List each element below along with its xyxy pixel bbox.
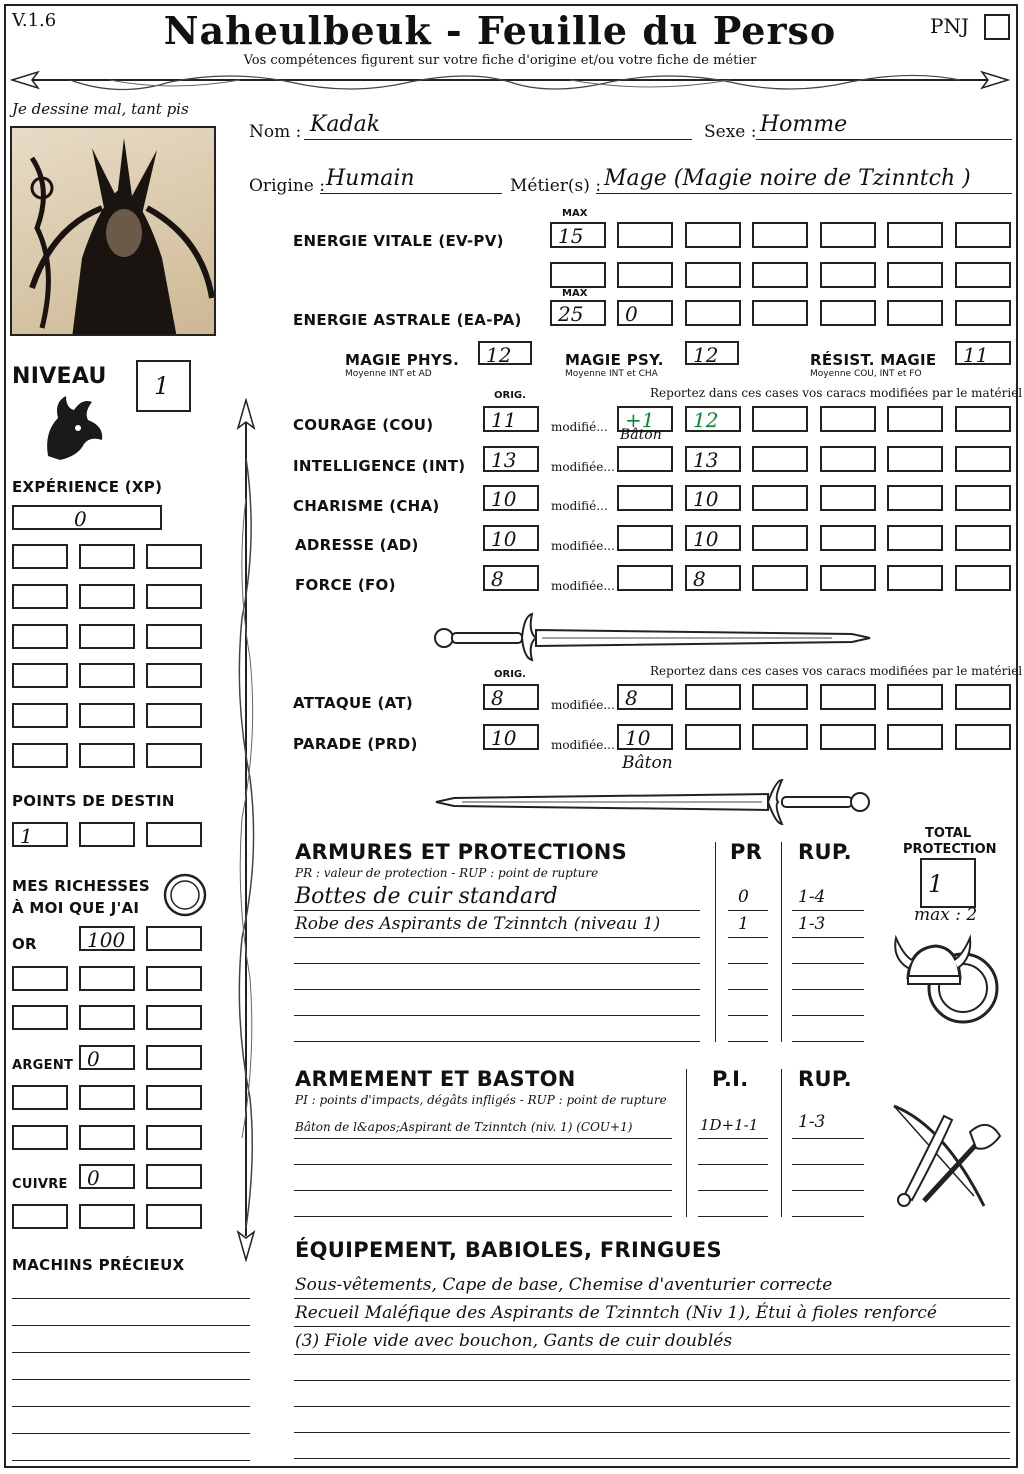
cuivre-box[interactable] xyxy=(12,1204,68,1229)
resist-magie-label: RÉSIST. MAGIE xyxy=(810,351,937,369)
cou-label: COURAGE (COU) xyxy=(293,416,434,434)
arme-line xyxy=(698,1216,768,1217)
fo-orig-box[interactable]: 8 xyxy=(483,565,539,591)
at-final-box[interactable]: 8 xyxy=(617,684,673,710)
richesses-label: À MOI QUE J'AI xyxy=(12,899,140,917)
prd-box[interactable] xyxy=(752,724,808,750)
argent-box[interactable] xyxy=(12,1085,68,1110)
prd-box[interactable] xyxy=(887,724,943,750)
arme-line xyxy=(294,1138,672,1139)
nom-label: Nom : xyxy=(249,122,302,142)
ad-box[interactable] xyxy=(955,525,1011,551)
armure-line xyxy=(792,963,864,964)
fo-box[interactable] xyxy=(752,565,808,591)
resist-magie-box[interactable]: 11 xyxy=(955,341,1011,365)
arme-line xyxy=(698,1138,768,1139)
magie-psy-label: MAGIE PSY. xyxy=(565,351,664,369)
argent-box[interactable] xyxy=(12,1125,68,1150)
ev-box[interactable] xyxy=(887,222,943,248)
portrait-caption: Je dessine mal, tant pis xyxy=(12,100,189,118)
cuivre-label: CUIVRE xyxy=(12,1177,68,1192)
magie-psy-note: Moyenne INT et CHA xyxy=(565,369,658,379)
xp-box[interactable]: 0 xyxy=(12,505,162,530)
caracs-report-note: Reportez dans ces cases vos caracs modifiées par le matériel xyxy=(650,386,1023,400)
magie-phys-label: MAGIE PHYS. xyxy=(345,351,460,369)
origine-underline xyxy=(320,193,502,194)
ev-box[interactable] xyxy=(752,222,808,248)
ad-orig-box[interactable]: 10 xyxy=(483,525,539,551)
dragon-head-icon xyxy=(40,392,106,464)
cou-box[interactable] xyxy=(752,406,808,432)
sword-icon xyxy=(432,612,872,662)
xp-tally-box[interactable] xyxy=(79,743,135,768)
or-box[interactable] xyxy=(12,1005,68,1030)
protection-label: PROTECTION xyxy=(903,842,997,857)
ea-max-box[interactable]: 25 xyxy=(550,300,606,326)
xp-tally-box[interactable] xyxy=(146,663,202,688)
cha-mod-box[interactable] xyxy=(617,485,673,511)
ad-mod-box[interactable] xyxy=(617,525,673,551)
armure-line xyxy=(294,1015,700,1016)
argent-box[interactable] xyxy=(79,1125,135,1150)
ad-final-box[interactable]: 10 xyxy=(685,525,741,551)
argent-box[interactable] xyxy=(146,1085,202,1110)
armures-divider xyxy=(715,842,716,1042)
cuivre-box[interactable] xyxy=(146,1164,202,1189)
armement-pi-header: P.I. xyxy=(712,1067,749,1091)
magie-phys-note: Moyenne INT et AD xyxy=(345,369,432,379)
prd-box[interactable] xyxy=(955,724,1011,750)
version-label: V.1.6 xyxy=(12,10,57,31)
ev-box[interactable] xyxy=(752,262,808,288)
armure-line xyxy=(294,1041,700,1042)
or-box[interactable]: 100 xyxy=(79,926,135,951)
fo-modifiee-label: modifiée... xyxy=(551,579,615,593)
orig-label: ORIG. xyxy=(494,390,526,401)
armure-line xyxy=(294,910,700,911)
or-box[interactable] xyxy=(79,1005,135,1030)
machins-line xyxy=(12,1298,250,1299)
armures-note: PR : valeur de protection - RUP : point de rupture xyxy=(295,866,599,880)
cuivre-box[interactable] xyxy=(79,1204,135,1229)
armures-pr-header: PR xyxy=(730,840,763,864)
equipement-underline xyxy=(294,1298,1010,1299)
machins-line xyxy=(12,1433,250,1434)
vertical-spear-icon xyxy=(226,398,266,1262)
arme-rup[interactable]: 1-3 xyxy=(798,1112,826,1132)
pnj-label: PNJ xyxy=(930,14,969,38)
dark-mage-portrait-icon xyxy=(12,128,216,336)
xp-tally-box[interactable] xyxy=(146,743,202,768)
armement-title: ARMEMENT ET BASTON xyxy=(295,1067,576,1091)
ea-label: ENERGIE ASTRALE (EA-PA) xyxy=(293,311,522,329)
total-protection-max: max : 2 xyxy=(914,905,978,925)
or-box[interactable] xyxy=(12,966,68,991)
origine-value[interactable]: Humain xyxy=(326,166,415,191)
int-box[interactable] xyxy=(887,446,943,472)
ev-box[interactable] xyxy=(617,262,673,288)
prd-box[interactable] xyxy=(685,724,741,750)
machins-line xyxy=(12,1460,250,1461)
at-orig-box[interactable]: 8 xyxy=(483,684,539,710)
arme-line xyxy=(792,1216,864,1217)
ea-box[interactable] xyxy=(887,300,943,326)
cha-final-box[interactable]: 10 xyxy=(685,485,741,511)
argent-box[interactable]: 0 xyxy=(79,1045,135,1070)
xp-tally-box[interactable] xyxy=(146,584,202,609)
metier-label: Métier(s) : xyxy=(510,176,602,196)
cou-box[interactable] xyxy=(887,406,943,432)
ea-max-label: MAX xyxy=(562,288,588,299)
equipement-line[interactable]: (3) Fiole vide avec bouchon, Gants de cuir doublés xyxy=(295,1331,733,1351)
ev-box[interactable] xyxy=(887,262,943,288)
armure-pr[interactable]: 1 xyxy=(738,914,749,934)
xp-tally-box[interactable] xyxy=(12,584,68,609)
fo-box[interactable] xyxy=(887,565,943,591)
xp-label: EXPÉRIENCE (XP) xyxy=(12,478,163,496)
magie-psy-box[interactable]: 12 xyxy=(685,341,739,365)
prd-box[interactable] xyxy=(820,724,876,750)
arme-line xyxy=(698,1164,768,1165)
arme-line xyxy=(698,1190,768,1191)
ev-box[interactable] xyxy=(820,262,876,288)
prd-modifiee-label: modifiée... xyxy=(551,738,615,752)
machins-line xyxy=(12,1379,250,1380)
total-label: TOTAL xyxy=(925,826,972,841)
prd-label: PARADE (PRD) xyxy=(293,735,418,753)
at-label: ATTAQUE (AT) xyxy=(293,694,414,712)
destin-box[interactable] xyxy=(79,822,135,847)
combat-report-note: Reportez dans ces cases vos caracs modifiées par le matériel xyxy=(650,664,1023,678)
armure-line xyxy=(728,910,768,911)
armure-line xyxy=(792,989,864,990)
ad-box[interactable] xyxy=(887,525,943,551)
ev-box[interactable] xyxy=(685,222,741,248)
fo-box[interactable] xyxy=(820,565,876,591)
cha-modifie-label: modifié... xyxy=(551,499,608,513)
xp-tally-box[interactable] xyxy=(12,743,68,768)
xp-tally-box[interactable] xyxy=(146,703,202,728)
int-box[interactable] xyxy=(955,446,1011,472)
helmet-shield-icon xyxy=(888,928,1000,1038)
sword-icon xyxy=(432,778,872,828)
origine-label: Origine : xyxy=(249,176,325,196)
int-mod-box[interactable] xyxy=(617,446,673,472)
xp-tally-box[interactable] xyxy=(12,624,68,649)
argent-label: ARGENT xyxy=(12,1058,74,1073)
equipement-line[interactable]: Sous-vêtements, Cape de base, Chemise d'aventurier correcte xyxy=(295,1275,833,1295)
or-box[interactable] xyxy=(146,966,202,991)
equipement-underline xyxy=(294,1326,1010,1327)
armement-note: PI : points d'impacts, dégâts infligés - RUP : point de rupture xyxy=(295,1093,667,1107)
cha-box[interactable] xyxy=(887,485,943,511)
armement-divider xyxy=(781,1069,782,1217)
arme-line xyxy=(294,1190,672,1191)
fo-label: FORCE (FO) xyxy=(295,576,396,594)
ev-max-box[interactable]: 15 xyxy=(550,222,606,248)
machins-label: MACHINS PRÉCIEUX xyxy=(12,1256,185,1274)
xp-tally-box[interactable] xyxy=(79,703,135,728)
xp-tally-box[interactable] xyxy=(79,544,135,569)
xp-tally-box[interactable] xyxy=(146,544,202,569)
armure-name[interactable]: Robe des Aspirants de Tzinntch (niveau 1) xyxy=(295,914,661,934)
equipement-underline xyxy=(294,1432,1010,1433)
armure-rup[interactable]: 1-3 xyxy=(798,914,826,934)
cha-label: CHARISME (CHA) xyxy=(293,497,440,515)
xp-tally-box[interactable] xyxy=(146,624,202,649)
arme-line xyxy=(792,1190,864,1191)
sexe-label: Sexe : xyxy=(704,122,757,142)
at-box[interactable] xyxy=(955,684,1011,710)
at-modifiee-label: modifiée... xyxy=(551,698,615,712)
arme-name[interactable]: Bâton de l&apos;Aspirant de Tzinntch (niv. 1) (COU+1) xyxy=(295,1120,633,1134)
ev-box[interactable] xyxy=(550,262,606,288)
xp-tally-box[interactable] xyxy=(12,663,68,688)
fo-final-box[interactable]: 8 xyxy=(685,565,741,591)
machins-line xyxy=(12,1352,250,1353)
xp-tally-box[interactable] xyxy=(79,584,135,609)
at-box[interactable] xyxy=(887,684,943,710)
magie-phys-box[interactable]: 12 xyxy=(478,341,532,365)
int-modifiee-label: modifiée... xyxy=(551,460,615,474)
ea-box[interactable] xyxy=(955,300,1011,326)
or-box[interactable] xyxy=(79,966,135,991)
at-box[interactable] xyxy=(685,684,741,710)
sexe-value[interactable]: Homme xyxy=(760,112,848,137)
armure-line xyxy=(792,1015,864,1016)
cuivre-box[interactable]: 0 xyxy=(79,1164,135,1189)
nom-underline xyxy=(304,139,692,140)
armures-title: ARMURES ET PROTECTIONS xyxy=(295,840,628,864)
at-box[interactable] xyxy=(752,684,808,710)
equipement-underline xyxy=(294,1354,1010,1355)
crossed-weapons-icon xyxy=(884,1096,1008,1216)
equipement-title: ÉQUIPEMENT, BABIOLES, FRINGUES xyxy=(295,1238,722,1262)
ev-box[interactable] xyxy=(955,262,1011,288)
armure-line xyxy=(792,1041,864,1042)
cha-box[interactable] xyxy=(752,485,808,511)
ad-label: ADRESSE (AD) xyxy=(295,536,419,554)
nom-value[interactable]: Kadak xyxy=(310,112,381,137)
prd-note: Bâton xyxy=(622,753,673,773)
ea-current-box[interactable]: 0 xyxy=(617,300,673,326)
cou-box[interactable] xyxy=(820,406,876,432)
ev-box[interactable] xyxy=(685,262,741,288)
armure-line xyxy=(728,963,768,964)
armures-rup-header: RUP. xyxy=(798,840,852,864)
metier-underline xyxy=(596,193,1012,194)
armure-line xyxy=(728,1015,768,1016)
int-final-box[interactable]: 13 xyxy=(685,446,741,472)
ea-box[interactable] xyxy=(820,300,876,326)
armure-line xyxy=(294,937,700,938)
xp-tally-box[interactable] xyxy=(12,544,68,569)
armure-line xyxy=(792,910,864,911)
cuivre-box[interactable] xyxy=(146,1204,202,1229)
cha-box[interactable] xyxy=(955,485,1011,511)
armures-divider xyxy=(781,842,782,1042)
armure-name[interactable]: Bottes de cuir standard xyxy=(295,884,558,909)
arme-line xyxy=(792,1164,864,1165)
arme-line xyxy=(294,1164,672,1165)
ea-box[interactable] xyxy=(752,300,808,326)
armure-pr[interactable]: 0 xyxy=(738,887,749,907)
pnj-checkbox[interactable] xyxy=(984,14,1010,40)
argent-box[interactable] xyxy=(79,1085,135,1110)
armure-line xyxy=(728,937,768,938)
ad-box[interactable] xyxy=(820,525,876,551)
armement-divider xyxy=(686,1069,687,1217)
destin-box[interactable] xyxy=(146,822,202,847)
cou-modifie-label: modifié... xyxy=(551,420,608,434)
cou-mod-box[interactable]: +1 xyxy=(617,406,673,432)
coin-icon xyxy=(162,872,208,918)
cha-box[interactable] xyxy=(820,485,876,511)
niveau-label: NIVEAU xyxy=(12,364,107,389)
ev-box[interactable] xyxy=(820,222,876,248)
or-box[interactable] xyxy=(146,926,202,951)
armure-line xyxy=(792,937,864,938)
ad-modifiee-label: modifiée... xyxy=(551,539,615,553)
argent-box[interactable] xyxy=(146,1125,202,1150)
fo-mod-box[interactable] xyxy=(617,565,673,591)
metier-value[interactable]: Mage (Magie noire de Tzinntch ) xyxy=(604,166,971,191)
page-title: Naheulbeuk - Feuille du Perso xyxy=(163,8,837,53)
total-protection-box[interactable]: 1 xyxy=(920,858,976,908)
cou-final-box[interactable]: 12 xyxy=(685,406,741,432)
xp-tally-box[interactable] xyxy=(79,663,135,688)
or-box[interactable] xyxy=(146,1005,202,1030)
armure-line xyxy=(294,989,700,990)
cou-box[interactable] xyxy=(955,406,1011,432)
int-label: INTELLIGENCE (INT) xyxy=(293,457,466,475)
ad-box[interactable] xyxy=(752,525,808,551)
richesses-label: MES RICHESSES xyxy=(12,877,151,895)
spear-divider-icon xyxy=(10,68,1010,102)
argent-box[interactable] xyxy=(146,1045,202,1070)
arme-pi[interactable]: 1D+1-1 xyxy=(700,1116,759,1134)
ev-max-label: MAX xyxy=(562,208,588,219)
prd-orig-box[interactable]: 10 xyxy=(483,724,539,750)
character-portrait xyxy=(10,126,216,336)
armement-rup-header: RUP. xyxy=(798,1067,852,1091)
int-box[interactable] xyxy=(820,446,876,472)
destin-label: POINTS DE DESTIN xyxy=(12,792,175,810)
resist-magie-note: Moyenne COU, INT et FO xyxy=(810,369,922,379)
armure-rup[interactable]: 1-4 xyxy=(798,887,826,907)
fo-box[interactable] xyxy=(955,565,1011,591)
ev-label: ENERGIE VITALE (EV-PV) xyxy=(293,232,504,250)
prd-final-box[interactable]: 10 xyxy=(617,724,673,750)
niveau-box[interactable]: 1 xyxy=(136,360,191,412)
armure-line xyxy=(728,989,768,990)
equipement-line[interactable]: Recueil Maléfique des Aspirants de Tzinntch (Niv 1), Étui à fioles renforcé xyxy=(295,1303,937,1323)
ea-box[interactable] xyxy=(685,300,741,326)
machins-line xyxy=(12,1406,250,1407)
cou-mod-note: Bâton xyxy=(620,427,662,443)
equipement-underline xyxy=(294,1458,1010,1459)
ev-box[interactable] xyxy=(617,222,673,248)
equipement-underline xyxy=(294,1406,1010,1407)
ev-box[interactable] xyxy=(955,222,1011,248)
equipement-underline xyxy=(294,1380,1010,1381)
orig-label: ORIG. xyxy=(494,669,526,680)
destin-box[interactable]: 1 xyxy=(12,822,68,847)
int-orig-box[interactable]: 13 xyxy=(483,446,539,472)
sexe-underline xyxy=(756,139,1012,140)
machins-line xyxy=(12,1325,250,1326)
int-box[interactable] xyxy=(752,446,808,472)
xp-tally-box[interactable] xyxy=(79,624,135,649)
arme-line xyxy=(294,1216,672,1217)
at-box[interactable] xyxy=(820,684,876,710)
cou-orig-box[interactable]: 11 xyxy=(483,406,539,432)
xp-tally-box[interactable] xyxy=(12,703,68,728)
arme-line xyxy=(792,1138,864,1139)
cha-orig-box[interactable]: 10 xyxy=(483,485,539,511)
or-label: OR xyxy=(12,935,37,953)
armure-line xyxy=(294,963,700,964)
armure-line xyxy=(728,1041,768,1042)
page-subtitle: Vos compétences figurent sur votre fiche d'origine et/ou votre fiche de métier xyxy=(243,53,757,68)
